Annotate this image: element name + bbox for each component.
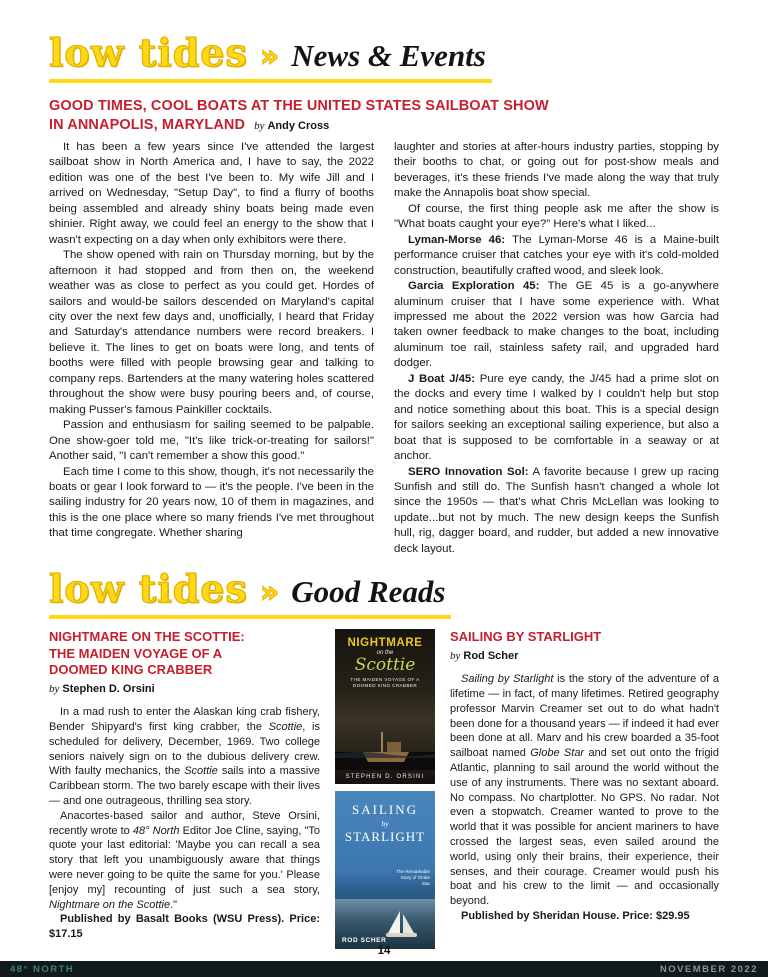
section-label-good-reads: Good Reads [291,574,446,609]
paragraph-boat-j45 [394,372,719,465]
cover-title: NIGHTMARE [347,637,423,649]
article-title-line1: GOOD TIMES, COOL BOATS AT THE UNITED STATES SAILBOAT SHOW [49,98,549,114]
book-cover-sailing-by-starlight [335,791,435,949]
paragraph-boat-lyman-morse [394,233,719,279]
boat-text: The Lyman-Morse 46 is a Maine-built performance cruiser that catches your eye with it's cold-molded construction, beautifully crafted wood, and sleek look. [394,233,720,277]
book-cover-nightmare-on-the-scottie [335,629,435,784]
italic-segment: Scottie [184,765,218,778]
paragraph [49,705,320,809]
paragraph: Passion and enthusiasm for sailing seemed to be palpable. One show-goer told me, "It's like trick-or-treating for sailors!" Another said, "I can't remember a show this good." [49,419,374,463]
byline-author: Stephen D. Orsini [62,682,155,695]
section-label-news-events: News & Events [291,38,486,73]
text-segment: and set out onto the frigid Atlantic, planning to sail around the world without the use of any instruments. There was no sextant aboard. No compass. No chartplotter. No GPS. No radar. Not even a stopwatch. Creamer wanted to prove to the world that it was possible for ancient mariners to have crossed the largest seas, even sailed around the world, using only their brains, their experience, their senses, and their courage. Creamer would push his boat and his crew to the limit — and occasionally beyond. [450,747,719,908]
text-segment: Editor Joe Cline, saying, "To quote your last editorial: 'Maybe you can recall a sea story that left you unambiguously aware that things were never going to be quite the same for you.' Please [enjoy my] recounting of just such a sea story, [49,824,320,896]
review-title-line1: NIGHTMARE ON THE SCOTTIE: [49,629,245,644]
article-body [49,140,719,557]
text-segment: In a mad rush to enter the Alaskan king crab fishery, Bender Shipyard's first king crabber, the [49,706,320,734]
cover-title-word3: STARLIGHT [344,829,426,844]
italic-segment: Sailing by Starlight [461,673,554,686]
low-tides-wordmark: low tides [49,30,248,75]
byline-by: by [450,649,461,662]
paragraph-boat-sero [394,465,719,558]
review-byline [450,649,719,664]
byline-author: Andy Cross [267,120,330,132]
page-number: 14 [377,945,391,957]
boat-name-lead: J Boat J/45: [408,372,476,385]
article-byline [254,120,329,132]
article-column-2 [394,140,719,557]
boat-name-lead: Lyman-Morse 46: [408,233,506,246]
paragraph [450,672,719,909]
boat-text: Pure eye candy, the J/45 had a prime slot on the docks and every time I walked by I couldn't help but stop and notice something about this boat. This is a special design for sailors seeking an exceptional sailing experience, but also a boat that is supposed to be comfortable in a seaway or at anchor. [394,372,719,463]
review-title-line2: THE MAIDEN VOYAGE OF A [49,645,223,661]
boat-icon [335,724,435,770]
article-title-line2: IN ANNAPOLIS, MARYLAND [49,117,246,133]
footer-magazine-name: 48° NORTH [10,963,75,975]
boat-name-lead: Garcia Exploration 45: [408,280,540,293]
section-header-news-events [49,30,492,83]
cover-author: ROD SCHER [342,937,387,944]
cover-connector: on the [376,650,394,656]
footer-bar [0,961,768,977]
review-starlight [450,629,719,961]
paragraph [49,809,320,913]
italic-segment: Scottie [268,721,303,734]
review-byline [49,682,320,697]
cover-subtitle: THE MAIDEN VOYAGE OF A DOOMED KING CRABBER [350,677,420,688]
boat-name-lead: SERO Innovation Sol: [408,465,529,478]
paragraph: It has been a few years since I've attended the largest sailboat show in North America and, I have to say, the 2022 edition was one of the best I've been to. My wife Jill and I arrived on Wednesday, "Setup Day", to find a flurry of booths being assembled and already shiny boats being made even shinier. Right away, we could feel an energy to the show that I wasn't expecting on a day when only exhibitors were there. [49,141,374,246]
review-title-line3: DOOMED KING CRABBER [49,662,213,677]
text-segment: is the story of the adventure of a lifetime — in fact, of many lifetimes. Retired geography professor Marvin Creamer set out to do what hadn't been done for a thousand years — if indeed it had ever been done at all. Marv and his crew boarded a 35-foot sailboat named [450,673,719,760]
good-reads-section [49,629,719,961]
section-header-good-reads [49,566,451,619]
double-chevron-icon: » [259,575,280,610]
sailboat-icon [381,909,425,943]
low-tides-wordmark: low tides [49,566,248,611]
text-segment: sails into a massive Caribbean storm. The two barely escape with their lives — and one outrageous, thrilling sea story. [49,765,320,808]
published-price-line: Published by Basalt Books (WSU Press). Price: $17.15 [49,913,320,941]
boat-text: The GE 45 is a go-anywhere aluminum cruiser that I have some experience with. What impressed me about the 2022 version was how Garcia had taken owner feedback to make changes to the boat, including aluminum toe rail, stainless safety rail, and upgraded hard dodger. [394,280,719,370]
byline-by: by [254,120,265,132]
footer-issue-date: NOVEMBER 2022 [659,963,758,975]
crab-boat-illustration [335,724,435,770]
review-title: SAILING BY STARLIGHT [450,629,602,644]
italic-segment: Globe Star [530,747,585,760]
cover-tagline: The Remarkable Story of Globe Star [396,869,430,886]
boat-text: A favorite because I grew up racing Sunfish and still do. The Sunfish hasn't changed a whole lot since the 1950s — that's what Chris McLellan was looking to update...but not by much. The new design keeps the Sunfish hull, rig, dagger board, and rudder, but added a new innovative deck layout. [394,465,719,555]
book-covers [335,629,435,961]
cover-script-title: Scottie [354,655,416,675]
article-column-1 [49,140,374,557]
cover-author: STEPHEN D. ORSINI [345,774,425,780]
text-segment: , is scheduled for delivery, December, 1969. Two college seniors naively sign on to the dubious delivery crew. With faulty mechanics, the [49,721,321,778]
paragraph-boat-garcia [394,279,719,372]
paragraph: Of course, the first thing people ask me after the show is "What boats caught your eye?" Here's what I liked... [394,202,719,231]
double-chevron-icon: » [259,39,280,74]
cover-title-word1: SAILING [352,802,418,817]
paragraph: The show opened with rain on Thursday morning, but by the afternoon it had stopped and from then on, the weekend weather was as close to perfect as you could get. Hordes of sailors and would-be sailors descended on Maryland's capital city over the next few days and, unofficially, I heard that Friday and Saturday's attendance numbers were record breakers. I believe it. The lines to get on boats were long, and tents of booths were filled with people browsing gear and talking to company reps. Bartenders at the many watering holes scattered throughout the show were busy pouring beers and, of course, making Pusser's famous Painkiller cocktails. [49,249,374,416]
paragraph: Each time I come to this show, though, it's not necessarily the boats or gear I look forward to — it's the people. I've been in the sailing industry for 20 years now, 10 of them in magazines, and this is the one place where so many friends I've met throughout that time congregate. Whether sharing [49,465,374,540]
article-title-block [49,97,719,135]
italic-segment: 48° North [132,824,180,837]
text-segment: ." [170,898,178,911]
byline-by: by [49,682,60,695]
review-scottie [49,629,320,961]
published-price-line: Published by Sheridan House. Price: $29.95 [461,910,690,923]
cover-title-word2: by [381,819,389,828]
text-segment: Anacortes-based sailor and author, Steve Orsini, recently wrote to [49,809,320,837]
byline-author: Rod Scher [463,649,519,662]
paragraph: laughter and stories at after-hours industry parties, stopping by their booths to chat, or going out for post-show meals and beverages, it's these friends I've made along the way that truly make the Annapolis boat show special. [394,141,719,200]
italic-segment: Nightmare on the Scottie [49,898,171,911]
